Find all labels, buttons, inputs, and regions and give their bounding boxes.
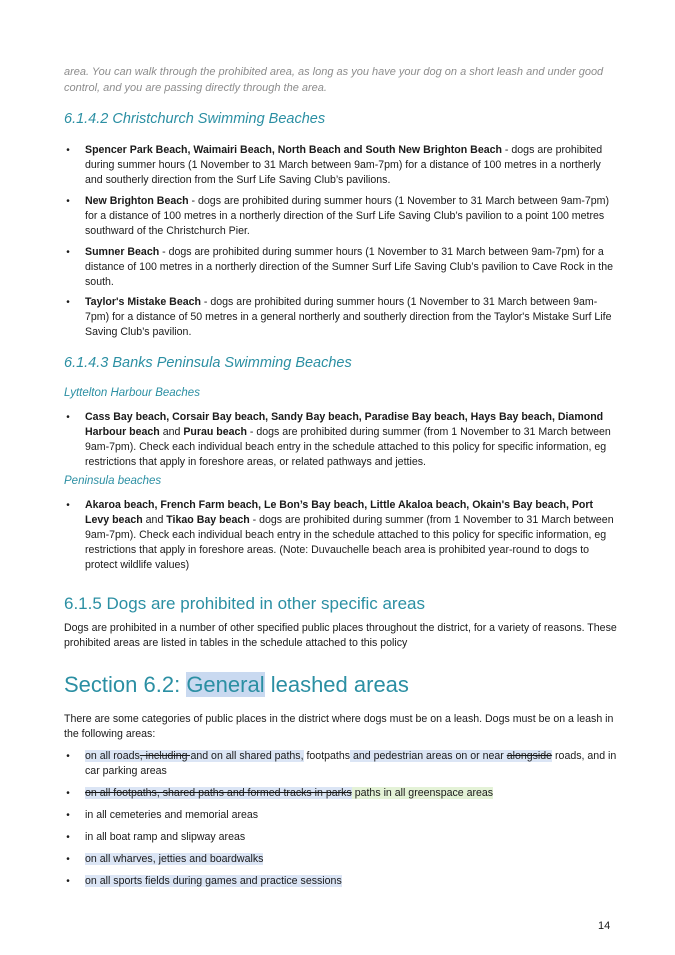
paragraph-leashed-intro: There are some categories of public places in the district where dogs must be on a leash. Dogs must be on a leash in the following areas: xyxy=(64,713,614,740)
bullet-icon: • xyxy=(66,145,70,156)
list-item-text: in all cemeteries and memorial areas xyxy=(85,809,259,821)
inserted-text: and on all shared paths, xyxy=(190,750,304,762)
beach-names: Taylor's Mistake Beach xyxy=(85,296,201,308)
section-title-selected-word: General xyxy=(186,672,265,697)
list-item-text: in all boat ramp and slipway areas xyxy=(85,831,246,843)
conjunction-text: and xyxy=(142,514,167,526)
heading-other-prohibited-areas: 6.1.5 Dogs are prohibited in other specific areas xyxy=(64,594,425,613)
beach-rule: - dogs are prohibited during summer hours (1 November to 31 March between 9am-7pm) for a distance of 100 metres in a northerly direction of the Surf Life Saving Club’s pavilion to a point 100 metres southward of the Christchurch Pier. xyxy=(85,195,610,237)
list-item-text: on all wharves, jetties and boardwalks xyxy=(85,853,264,865)
beach-rule: - dogs are prohibited during summer hours (1 November to 31 March between 9am-7pm) for a distance of 100 metres in a northerly direction of the Sumner Surf Life Saving Club’s pavilion to Cave Rock in the south. xyxy=(85,246,614,288)
bullet-icon: • xyxy=(66,788,70,799)
deleted-text: alongside xyxy=(506,750,553,762)
beach-rule: - dogs are prohibited during summer (from 1 November to 31 March between 9am-7pm). Check each individual beach entry in the schedule attached to this policy for specific information, eg restrictions that apply in foreshore areas. (Note: Duvauchelle beach area is prohibited year-round to dogs to protect wildlife values) xyxy=(85,514,614,571)
conjunction-text: and xyxy=(159,426,184,438)
beach-names: Cass Bay beach, Corsair Bay beach, Sandy Bay beach, Paradise Bay beach, Hays Bay beach, Diamond Harbour beach xyxy=(85,411,604,438)
bullet-icon: • xyxy=(66,751,70,762)
beach-names: Spencer Park Beach, Waimairi Beach, North Beach and South New Brighton Beach xyxy=(85,144,502,156)
beach-names: Purau beach xyxy=(183,426,247,438)
list-item-text: on all sports fields during games and practice sessions xyxy=(85,875,342,887)
page-number: 14 xyxy=(598,920,611,932)
bullet-icon: • xyxy=(66,832,70,843)
heading-peninsula-beaches: Peninsula beaches xyxy=(64,475,162,487)
intro-text: area. You can walk through the prohibited area, as long as you have your dog on a short leash and under good control, and you are passing directly through the area. xyxy=(64,66,604,94)
heading-christchurch-beaches: 6.1.4.2 Christchurch Swimming Beaches xyxy=(64,111,326,127)
beach-names: Akaroa beach, French Farm beach, Le Bon’s Bay beach, Little Akaloa beach, Okain's Bay beach, Port Levy beach xyxy=(85,499,594,526)
plain-text: roads, and in car parking areas xyxy=(85,750,617,777)
paragraph-other-prohibited: Dogs are prohibited in a number of other specified public places throughout the district, for a variety of reasons. These prohibited areas are listed in tables in the schedule attached to this policy xyxy=(64,622,617,649)
bullet-icon: • xyxy=(66,876,70,887)
heading-banks-peninsula-beaches: 6.1.4.3 Banks Peninsula Swimming Beaches xyxy=(64,355,352,371)
inserted-text: paths in all greenspace areas xyxy=(351,787,494,799)
bullet-icon: • xyxy=(66,500,70,511)
bullet-icon: • xyxy=(66,196,70,207)
beach-names: New Brighton Beach xyxy=(85,195,189,207)
inserted-text: and pedestrian areas on or near xyxy=(350,750,507,762)
beach-rule: - dogs are prohibited during summer hours (1 November to 31 March between 9am-7pm) for a distance of 50 metres in a general northerly and southerly direction from the Taylor's Mistake Surf Life Saving Club’s pavilion. xyxy=(85,296,612,338)
heading-lyttelton-harbour: Lyttelton Harbour Beaches xyxy=(64,387,200,399)
beach-rule: - dogs are prohibited during summer hours (1 November to 31 March between 9am-7pm) for a distance of 100 metres in a northerly and southerly direction from the Surf Life Saving Club’s pavilions. xyxy=(85,144,603,186)
bullet-icon: • xyxy=(66,810,70,821)
deleted-text: on all footpaths, shared paths and formed tracks in parks xyxy=(85,787,352,799)
plain-text: footpaths xyxy=(303,750,351,762)
bullet-icon: • xyxy=(66,247,70,258)
section-title-prefix: Section 6.2: xyxy=(64,672,187,697)
beach-names: Sumner Beach xyxy=(85,246,160,258)
tracked-text: on all roads xyxy=(85,750,140,762)
deleted-text: , including xyxy=(139,750,191,762)
section-title xyxy=(64,671,409,699)
bullet-icon: • xyxy=(66,412,70,423)
beach-rule: - dogs are prohibited during summer (from 1 November to 31 March between 9am-7pm). Check each individual beach entry in the schedule attached to this policy for specific information, eg restrictions that apply in foreshore areas, or related pathways and jetties. xyxy=(85,426,611,468)
bullet-icon: • xyxy=(66,854,70,865)
bullet-icon: • xyxy=(66,297,70,308)
section-title-suffix: leashed areas xyxy=(264,672,409,697)
beach-names: Tikao Bay beach xyxy=(166,514,250,526)
